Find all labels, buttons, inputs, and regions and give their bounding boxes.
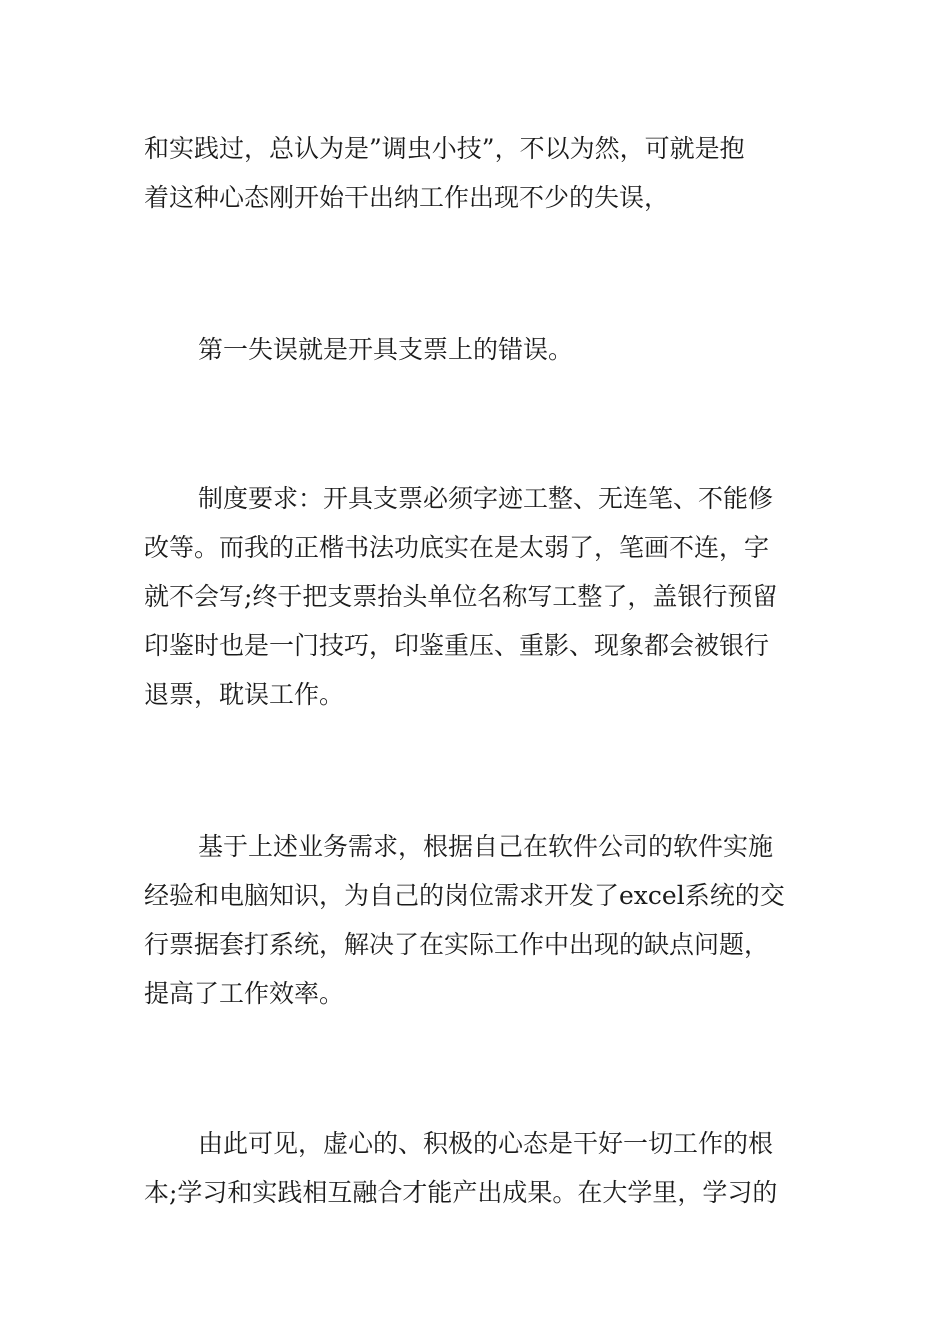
text-line: 制度要求：开具支票必须字迹工整、无连笔、不能修: [198, 484, 774, 513]
text-line: 基于上述业务需求，根据自己在软件公司的软件实施: [198, 832, 774, 861]
text-line: 印鉴时也是一门技巧，印鉴重压、重影、现象都会被银行: [144, 631, 770, 660]
text-line: 本;学习和实践相互融合才能产出成果。在大学里，学习的: [144, 1178, 778, 1207]
text-line: 着这种心态刚开始干出纳工作出现不少的失误，: [144, 183, 670, 212]
paragraph-1: [144, 124, 806, 222]
paragraph-2: [144, 325, 806, 374]
paragraph-5: [144, 1119, 806, 1217]
text-line: 和实践过，总认为是”调虫小技”，不以为然，可就是抱: [144, 134, 745, 163]
text-line: 退票，耽误工作。: [144, 680, 345, 709]
text-line: 就不会写;终于把支票抬头单位名称写工整了，盖银行预留: [144, 582, 778, 611]
paragraph-3: [144, 474, 806, 719]
text-line: 提高了工作效率。: [144, 979, 345, 1008]
text-line: 由此可见，虚心的、积极的心态是干好一切工作的根: [198, 1129, 774, 1158]
text-line: 第一失误就是开具支票上的错误。: [198, 335, 574, 364]
paragraph-4: [144, 822, 806, 1018]
text-line: 行票据套打系统，解决了在实际工作中出现的缺点问题，: [144, 930, 770, 959]
text-line: 改等。而我的正楷书法功底实在是太弱了，笔画不连，字: [144, 533, 770, 562]
text-line: 经验和电脑知识，为自己的岗位需求开发了excel系统的交: [144, 881, 785, 910]
